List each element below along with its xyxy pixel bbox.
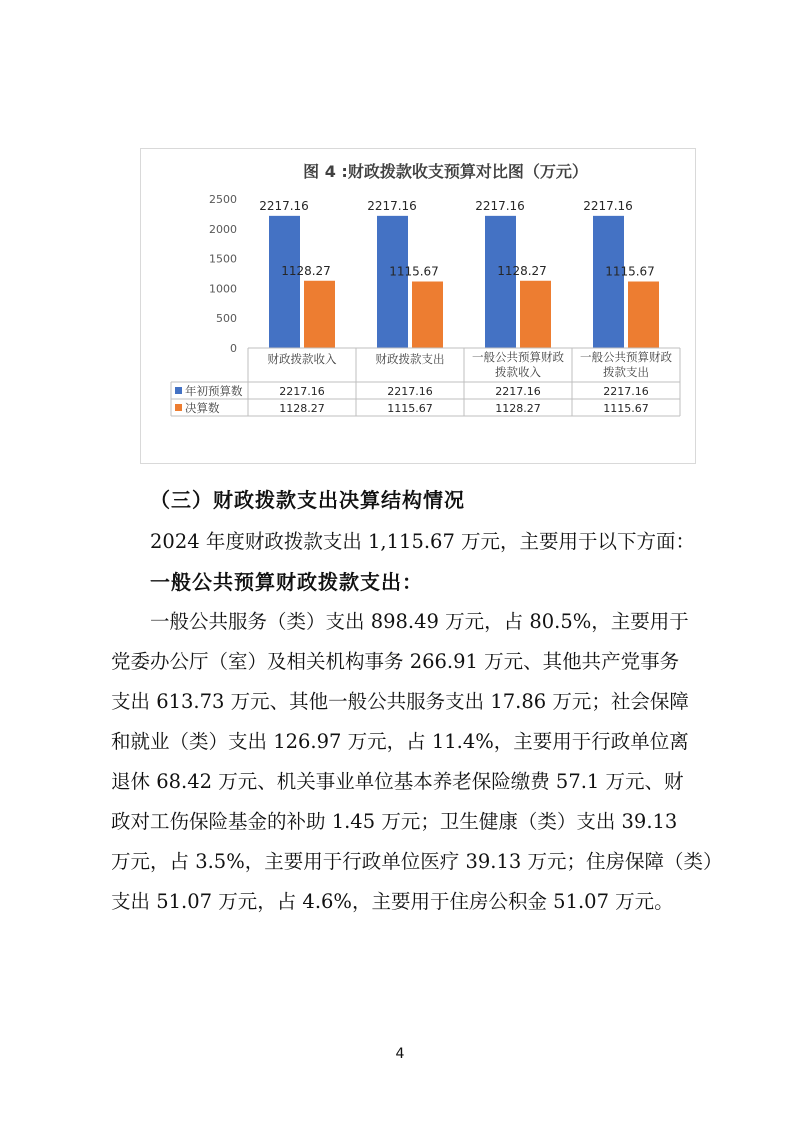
bar-actual [304,281,335,348]
data-label: 2217.16 [583,198,633,213]
bar-actual [412,282,443,348]
y-tick-label: 2500 [209,193,237,206]
body-line: 支出 51.07 万元，占 4.6%，主要用于住房公积金 51.07 万元。 [111,890,674,913]
y-tick-label: 500 [216,312,237,326]
category-label: 拨款收入 [495,365,541,379]
bar-budget [485,216,516,348]
table-cell: 2217.16 [603,385,649,398]
bar-budget [593,216,624,348]
body-line: 支出 613.73 万元、其他一般公共服务支出 17.86 万元；社会保障 [111,690,689,713]
table-cell: 1128.27 [495,402,541,415]
body-line: 政对工伤保险基金的补助 1.45 万元；卫生健康（类）支出 39.13 [111,810,678,833]
bar-actual [628,282,659,348]
budget-comparison-chart [140,148,696,464]
legend-swatch [175,404,182,411]
legend-label: 年初预算数 [185,384,243,398]
body-line: 一般公共服务（类）支出 898.49 万元，占 80.5%，主要用于 [150,610,689,633]
data-label: 2217.16 [259,198,309,213]
data-label: 1128.27 [497,263,547,278]
bar-chart-svg [141,149,695,463]
page-number: 4 [395,1046,405,1062]
body-paragraph [111,602,723,922]
y-tick-label: 0 [230,342,237,355]
body-line: 党委办公厅（室）及相关机构事务 266.91 万元、其他共产党事务 [111,650,680,673]
intro-paragraph: 2024 年度财政拨款支出 1,115.67 万元，主要用于以下方面： [150,530,696,553]
y-tick-label: 1000 [209,282,237,296]
body-line: 和就业（类）支出 126.97 万元，占 11.4%，主要用于行政单位离 [111,730,689,753]
category-label: 财政拨款收入 [267,352,337,366]
sub-heading: 一般公共预算财政拨款支出： [150,570,423,594]
y-tick-label: 2000 [209,222,237,236]
table-cell: 1115.67 [603,402,649,415]
chart-title: 图 4 :财政拨款收支预算对比图（万元） [303,162,588,181]
y-tick-label: 1500 [209,252,237,266]
body-line: 退休 68.42 万元、机关事业单位基本养老保险缴费 57.1 万元、财 [111,770,684,793]
legend-swatch [175,387,182,394]
table-cell: 1115.67 [387,402,433,415]
category-label: 一般公共预算财政 [580,350,672,364]
category-label: 拨款支出 [603,365,649,379]
bar-actual [520,281,551,348]
category-label: 一般公共预算财政 [472,350,564,364]
data-label: 1128.27 [281,263,331,278]
bar-budget [377,216,408,348]
data-label: 2217.16 [475,198,525,213]
data-label: 2217.16 [367,198,417,213]
data-label: 1115.67 [389,264,439,279]
data-label: 1115.67 [605,264,655,279]
legend-label: 决算数 [185,401,220,415]
table-cell: 2217.16 [387,385,433,398]
table-cell: 2217.16 [279,385,325,398]
table-cell: 1128.27 [279,402,325,415]
table-cell: 2217.16 [495,385,541,398]
section-heading: （三）财政拨款支出决算结构情况 [150,488,465,512]
bar-budget [269,216,300,348]
body-line: 万元，占 3.5%，主要用于行政单位医疗 39.13 万元；住房保障（类） [111,850,723,873]
category-label: 财政拨款支出 [375,352,445,366]
